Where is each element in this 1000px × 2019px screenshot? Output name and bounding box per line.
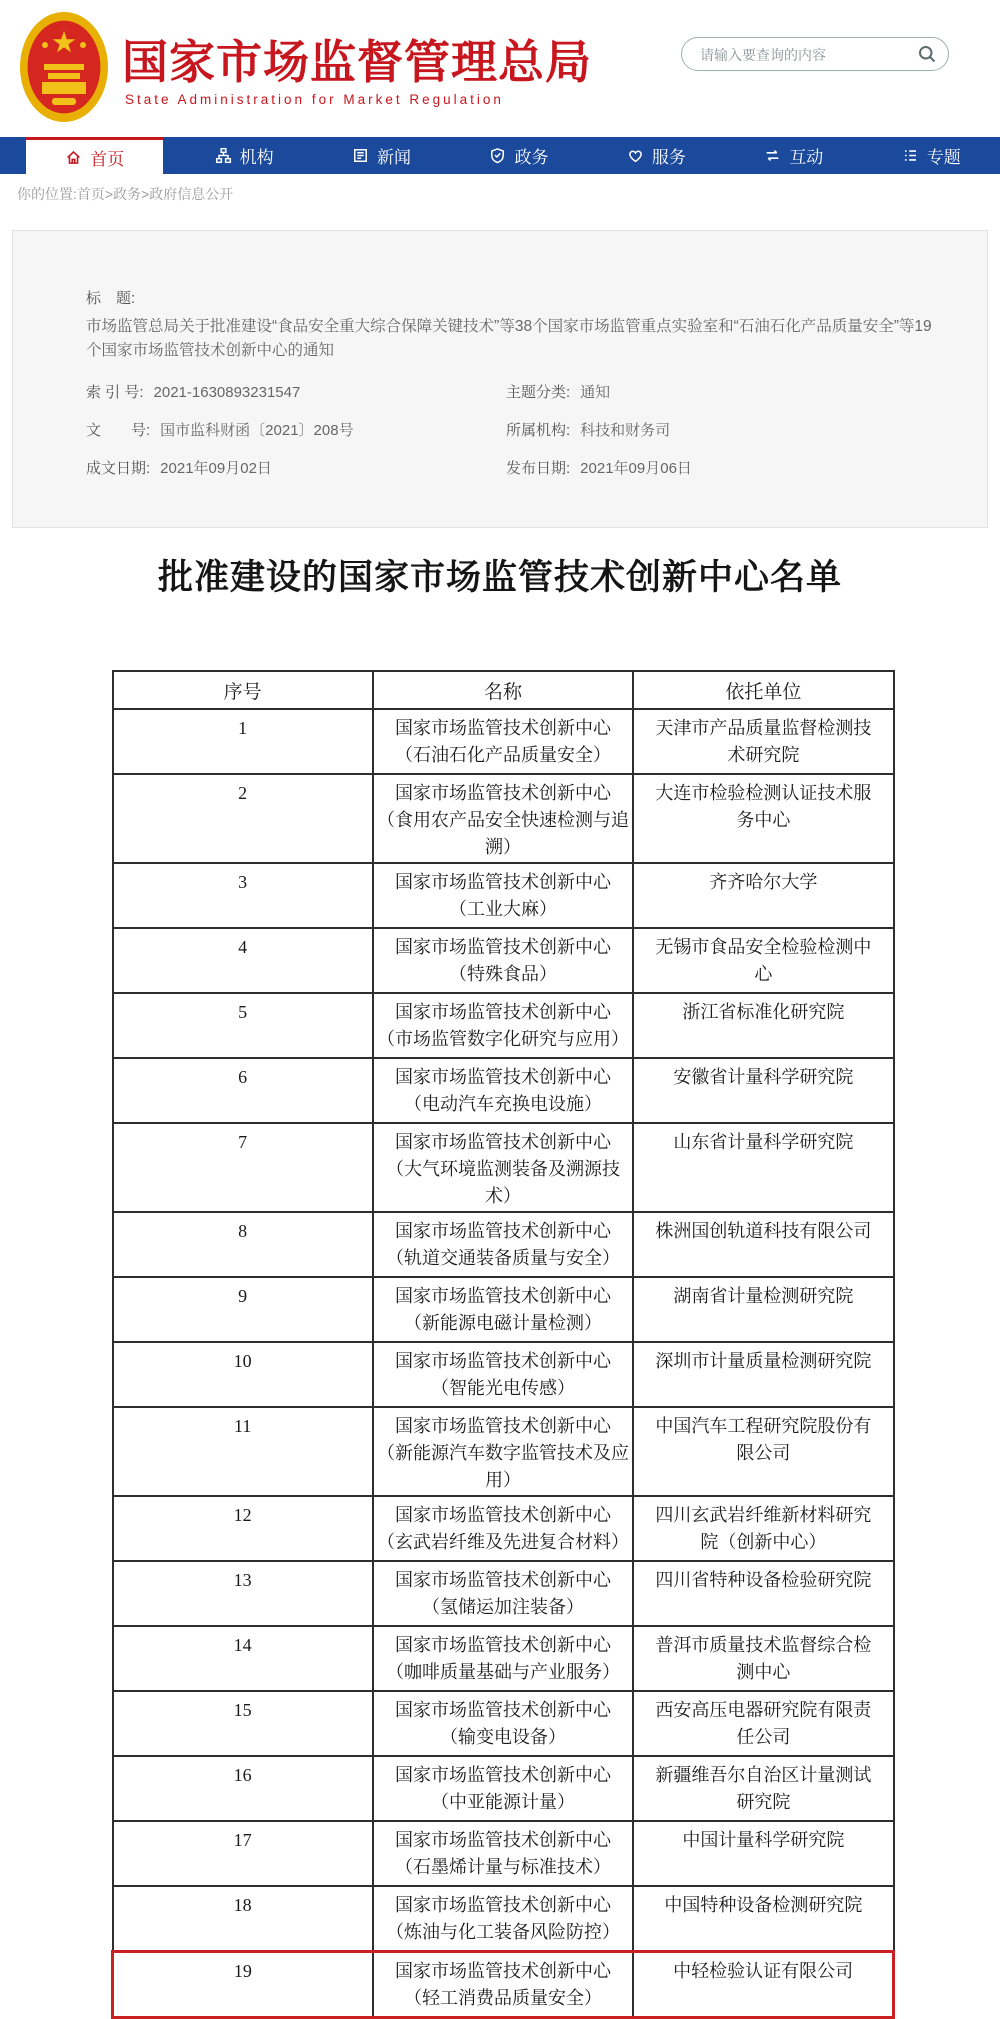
row-number: 10 bbox=[113, 1342, 373, 1407]
row-number: 6 bbox=[113, 1058, 373, 1123]
nav-item-label: 专题 bbox=[926, 148, 961, 167]
nav-item-interact[interactable] bbox=[725, 137, 862, 174]
org-cell: 中国特种设备检测研究院 bbox=[633, 1886, 893, 1952]
document-info-panel bbox=[12, 230, 988, 528]
nav-item-gov[interactable] bbox=[450, 137, 587, 174]
field-label: 发布日期: bbox=[506, 460, 571, 477]
field-value: 通知 bbox=[580, 384, 611, 401]
national-emblem-icon bbox=[18, 10, 110, 124]
nav-item-home[interactable] bbox=[26, 137, 163, 174]
shield-icon bbox=[489, 147, 506, 164]
table-row bbox=[113, 928, 894, 993]
table-row bbox=[113, 774, 894, 863]
doc-fields-left bbox=[86, 381, 354, 495]
nav-item-label: 机构 bbox=[239, 148, 274, 167]
org-cell: 新疆维吾尔自治区计量测试研究院 bbox=[633, 1756, 893, 1821]
org-icon bbox=[215, 147, 232, 164]
agency-title: 国家市场监督管理总局 bbox=[122, 36, 592, 88]
center-name-cell: 国家市场监管技术创新中心 （轻工消费品质量安全） bbox=[373, 1952, 633, 2018]
table-row bbox=[113, 1277, 894, 1342]
doc-field bbox=[86, 381, 354, 403]
center-name-cell: 国家市场监管技术创新中心 （智能光电传感） bbox=[373, 1342, 633, 1407]
swap-arrows-icon bbox=[764, 147, 781, 164]
table-row bbox=[113, 1496, 894, 1561]
center-name-cell: 国家市场监管技术创新中心 （轨道交通装备质量与安全） bbox=[373, 1212, 633, 1277]
org-cell: 齐齐哈尔大学 bbox=[633, 863, 893, 928]
doc-fields-right bbox=[506, 381, 692, 495]
center-name-cell: 国家市场监管技术创新中心 （大气环境监测装备及溯源技术） bbox=[373, 1123, 633, 1212]
row-number: 16 bbox=[113, 1756, 373, 1821]
search-input[interactable] bbox=[698, 42, 907, 68]
org-cell: 安徽省计量科学研究院 bbox=[633, 1058, 893, 1123]
row-number: 11 bbox=[113, 1407, 373, 1496]
org-cell: 湖南省计量检测研究院 bbox=[633, 1277, 893, 1342]
field-label: 文 号: bbox=[86, 422, 151, 439]
center-name-cell: 国家市场监管技术创新中心 （玄武岩纤维及先进复合材料） bbox=[373, 1496, 633, 1561]
field-value: 2021-1630893231547 bbox=[153, 384, 301, 401]
field-label: 成文日期: bbox=[86, 460, 151, 477]
table-row bbox=[113, 1058, 894, 1123]
center-name-cell: 国家市场监管技术创新中心 （输变电设备） bbox=[373, 1691, 633, 1756]
site-header bbox=[0, 0, 1000, 137]
center-name-cell: 国家市场监管技术创新中心 （炼油与化工装备风险防控） bbox=[373, 1886, 633, 1952]
header-name: 名称 bbox=[373, 671, 633, 709]
table-row bbox=[113, 863, 894, 928]
page-title: 批准建设的国家市场监管技术创新中心名单 bbox=[157, 558, 842, 597]
doc-field bbox=[506, 419, 692, 441]
center-name-cell: 国家市场监管技术创新中心 （石油石化产品质量安全） bbox=[373, 709, 633, 774]
nav-item-service[interactable] bbox=[588, 137, 725, 174]
centers-table bbox=[111, 670, 895, 2019]
doc-title-value: 市场监管总局关于批准建设“食品安全重大综合保障关键技术”等38个国家市场监管重点实验室和“石油石化产品质量安全”等19个国家市场监管技术创新中心的通知 bbox=[86, 318, 932, 359]
main-nav bbox=[0, 137, 1000, 174]
org-cell: 山东省计量科学研究院 bbox=[633, 1123, 893, 1212]
org-cell: 西安高压电器研究院有限责任公司 bbox=[633, 1691, 893, 1756]
row-number: 15 bbox=[113, 1691, 373, 1756]
table-row bbox=[113, 1123, 894, 1212]
nav-item-label: 首页 bbox=[90, 149, 125, 169]
nav-item-label: 新闻 bbox=[377, 148, 412, 167]
org-cell: 无锡市食品安全检验检测中心 bbox=[633, 928, 893, 993]
row-number: 4 bbox=[113, 928, 373, 993]
center-name-cell: 国家市场监管技术创新中心 （中亚能源计量） bbox=[373, 1756, 633, 1821]
search-box bbox=[681, 37, 949, 71]
center-name-cell: 国家市场监管技术创新中心 （新能源汽车数字监管技术及应用） bbox=[373, 1407, 633, 1496]
row-number: 9 bbox=[113, 1277, 373, 1342]
row-number: 18 bbox=[113, 1886, 373, 1952]
list-icon bbox=[902, 147, 919, 164]
row-number: 14 bbox=[113, 1626, 373, 1691]
nav-item-label: 政务 bbox=[514, 148, 549, 167]
table-row bbox=[113, 1212, 894, 1277]
field-label: 所属机构: bbox=[506, 422, 571, 439]
row-number: 8 bbox=[113, 1212, 373, 1277]
nav-item-label: 服务 bbox=[651, 148, 686, 167]
heart-icon bbox=[627, 147, 644, 164]
nav-item-news[interactable] bbox=[313, 137, 450, 174]
center-name-cell: 国家市场监管技术创新中心 （石墨烯计量与标准技术） bbox=[373, 1821, 633, 1886]
table-row bbox=[113, 1342, 894, 1407]
org-cell: 普洱市质量技术监督综合检测中心 bbox=[633, 1626, 893, 1691]
row-number: 17 bbox=[113, 1821, 373, 1886]
center-name-cell: 国家市场监管技术创新中心 （食用农产品安全快速检测与追溯） bbox=[373, 774, 633, 863]
header-org: 依托单位 bbox=[633, 671, 893, 709]
row-number: 3 bbox=[113, 863, 373, 928]
row-number: 19 bbox=[113, 1952, 373, 2018]
center-name-cell: 国家市场监管技术创新中心 （工业大麻） bbox=[373, 863, 633, 928]
table-row bbox=[113, 1561, 894, 1626]
doc-field bbox=[86, 419, 354, 441]
center-name-cell: 国家市场监管技术创新中心 （特殊食品） bbox=[373, 928, 633, 993]
org-cell: 天津市产品质量监督检测技术研究院 bbox=[633, 709, 893, 774]
nav-item-org[interactable] bbox=[175, 137, 312, 174]
table-row bbox=[113, 1821, 894, 1886]
center-name-cell: 国家市场监管技术创新中心 （电动汽车充换电设施） bbox=[373, 1058, 633, 1123]
search-icon[interactable] bbox=[917, 44, 937, 64]
org-cell: 中轻检验认证有限公司 bbox=[633, 1952, 893, 2018]
org-cell: 中国汽车工程研究院股份有限公司 bbox=[633, 1407, 893, 1496]
row-number: 7 bbox=[113, 1123, 373, 1212]
table-header-row bbox=[113, 671, 894, 709]
nav-item-topics[interactable] bbox=[863, 137, 1000, 174]
org-cell: 大连市检验检测认证技术服务中心 bbox=[633, 774, 893, 863]
doc-field bbox=[506, 457, 692, 479]
news-icon bbox=[352, 147, 369, 164]
doc-field bbox=[86, 457, 354, 479]
table-row bbox=[113, 993, 894, 1058]
table-row bbox=[113, 709, 894, 774]
breadcrumb[interactable]: 你的位置:首页>政务>政府信息公开 bbox=[17, 186, 234, 202]
field-value: 科技和财务司 bbox=[580, 422, 671, 439]
header-no: 序号 bbox=[113, 671, 373, 709]
field-label: 索 引 号: bbox=[86, 384, 144, 401]
agency-subtitle: State Administration for Market Regulation bbox=[125, 92, 504, 107]
table-row bbox=[113, 1407, 894, 1496]
row-number: 1 bbox=[113, 709, 373, 774]
field-label: 主题分类: bbox=[506, 384, 571, 401]
org-cell: 四川玄武岩纤维新材料研究院（创新中心） bbox=[633, 1496, 893, 1561]
org-cell: 深圳市计量质量检测研究院 bbox=[633, 1342, 893, 1407]
field-value: 2021年09月06日 bbox=[580, 460, 692, 477]
org-cell: 四川省特种设备检验研究院 bbox=[633, 1561, 893, 1626]
org-cell: 株洲国创轨道科技有限公司 bbox=[633, 1212, 893, 1277]
table-row bbox=[113, 1691, 894, 1756]
nav-item-label: 互动 bbox=[789, 148, 824, 167]
org-cell: 中国计量科学研究院 bbox=[633, 1821, 893, 1886]
center-name-cell: 国家市场监管技术创新中心 （氢储运加注装备） bbox=[373, 1561, 633, 1626]
doc-field bbox=[506, 381, 692, 403]
table-row bbox=[113, 1886, 894, 1952]
center-name-cell: 国家市场监管技术创新中心 （新能源电磁计量检测） bbox=[373, 1277, 633, 1342]
org-cell: 浙江省标准化研究院 bbox=[633, 993, 893, 1058]
row-number: 2 bbox=[113, 774, 373, 863]
field-value: 国市监科财函〔2021〕208号 bbox=[160, 422, 354, 439]
row-number: 13 bbox=[113, 1561, 373, 1626]
table-row bbox=[113, 1756, 894, 1821]
row-number: 5 bbox=[113, 993, 373, 1058]
center-name-cell: 国家市场监管技术创新中心 （市场监管数字化研究与应用） bbox=[373, 993, 633, 1058]
row-number: 12 bbox=[113, 1496, 373, 1561]
home-icon bbox=[65, 149, 82, 166]
highlighted-row bbox=[113, 1952, 894, 2018]
table-row bbox=[113, 1626, 894, 1691]
center-name-cell: 国家市场监管技术创新中心 （咖啡质量基础与产业服务） bbox=[373, 1626, 633, 1691]
field-value: 2021年09月02日 bbox=[160, 460, 272, 477]
doc-title-label: 标 题: bbox=[86, 290, 136, 307]
